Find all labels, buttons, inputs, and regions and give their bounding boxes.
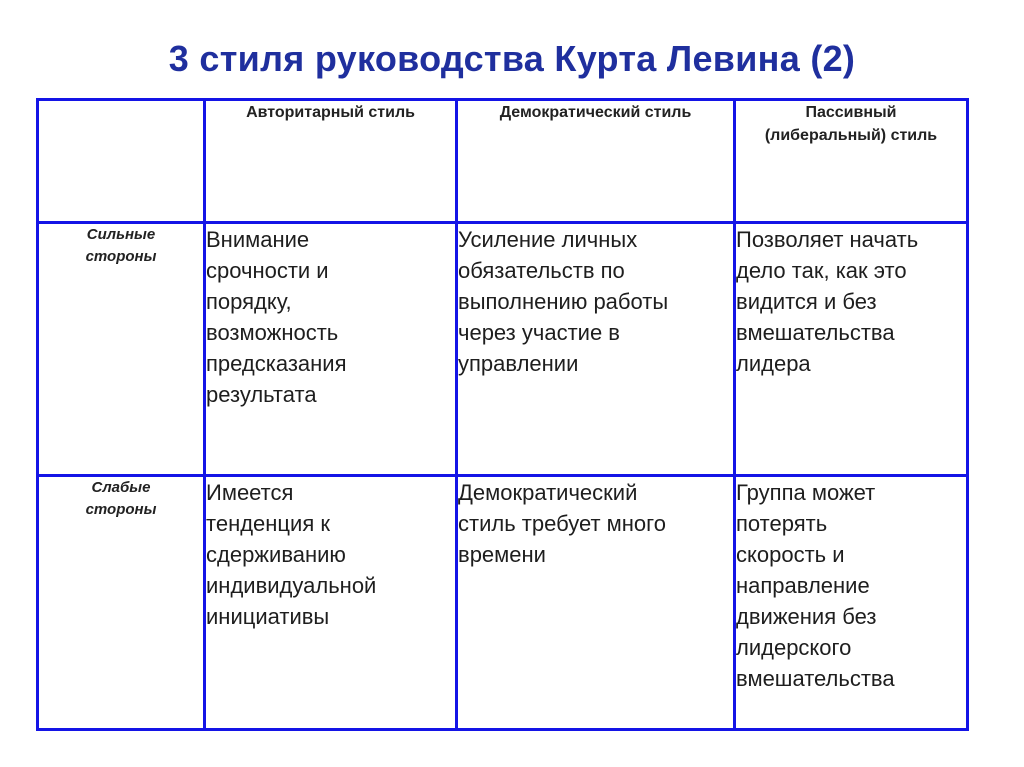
cell-line: видится и без — [736, 289, 877, 314]
cell-line: стиль требует много — [458, 511, 666, 536]
cell-line: движения без — [736, 604, 877, 629]
row-label-weaknesses — [38, 476, 205, 730]
cell-line: порядку, — [206, 289, 292, 314]
cell-line: лидерского — [736, 635, 852, 660]
row-label-line: Слабые — [91, 479, 151, 496]
cell-line: потерять — [736, 511, 828, 536]
cell-strengths-authoritarian — [205, 223, 457, 476]
cell-line: выполнению работы — [458, 289, 669, 314]
header-democratic — [457, 100, 735, 223]
row-label-line: Сильные — [86, 226, 156, 243]
row-label-line: стороны — [85, 248, 157, 265]
header-line: (либеральный) стиль — [764, 127, 938, 144]
cell-line: направление — [736, 573, 870, 598]
cell-line: результата — [206, 382, 317, 407]
cell-weaknesses-authoritarian — [205, 476, 457, 730]
cell-line: сдерживанию — [206, 542, 346, 567]
cell-line: Имеется — [206, 480, 294, 505]
header-authoritarian — [205, 100, 457, 223]
header-line: Демократический стиль — [499, 104, 692, 121]
cell-line: времени — [458, 542, 546, 567]
cell-line: скорость и — [736, 542, 845, 567]
header-row — [38, 100, 968, 223]
cell-line: инициативы — [206, 604, 330, 629]
row-label-line: стороны — [85, 501, 157, 518]
cell-line: обязательств по — [458, 258, 625, 283]
cell-line: вмешательства — [736, 320, 895, 345]
cell-line: срочности и — [206, 258, 329, 283]
cell-line: индивидуальной — [206, 573, 377, 598]
cell-weaknesses-passive — [735, 476, 968, 730]
leadership-styles-table — [36, 98, 969, 731]
cell-strengths-democratic — [457, 223, 735, 476]
cell-line: Усиление личных — [458, 227, 638, 252]
cell-line: Демократический — [458, 480, 638, 505]
corner-cell — [38, 100, 205, 223]
cell-line: Внимание — [206, 227, 310, 252]
row-label-strengths — [38, 223, 205, 476]
cell-line: дело так, как это — [736, 258, 907, 283]
cell-line: вмешательства — [736, 666, 895, 691]
slide-title: 3 стиля руководства Курта Левина (2) — [168, 38, 856, 79]
strengths-row — [38, 223, 968, 476]
cell-line: возможность — [206, 320, 339, 345]
cell-weaknesses-democratic — [457, 476, 735, 730]
cell-line: предсказания — [206, 351, 347, 376]
weaknesses-row — [38, 476, 968, 730]
cell-line: управлении — [458, 351, 579, 376]
cell-line: Позволяет начать — [736, 227, 919, 252]
cell-line: тенденция к — [206, 511, 330, 536]
header-line: Авторитарный стиль — [246, 104, 415, 121]
cell-line: лидера — [736, 351, 811, 376]
header-passive — [735, 100, 968, 223]
cell-strengths-passive — [735, 223, 968, 476]
header-line: Пассивный — [805, 104, 897, 121]
cell-line: через участие в — [458, 320, 620, 345]
cell-line: Группа может — [736, 480, 876, 505]
